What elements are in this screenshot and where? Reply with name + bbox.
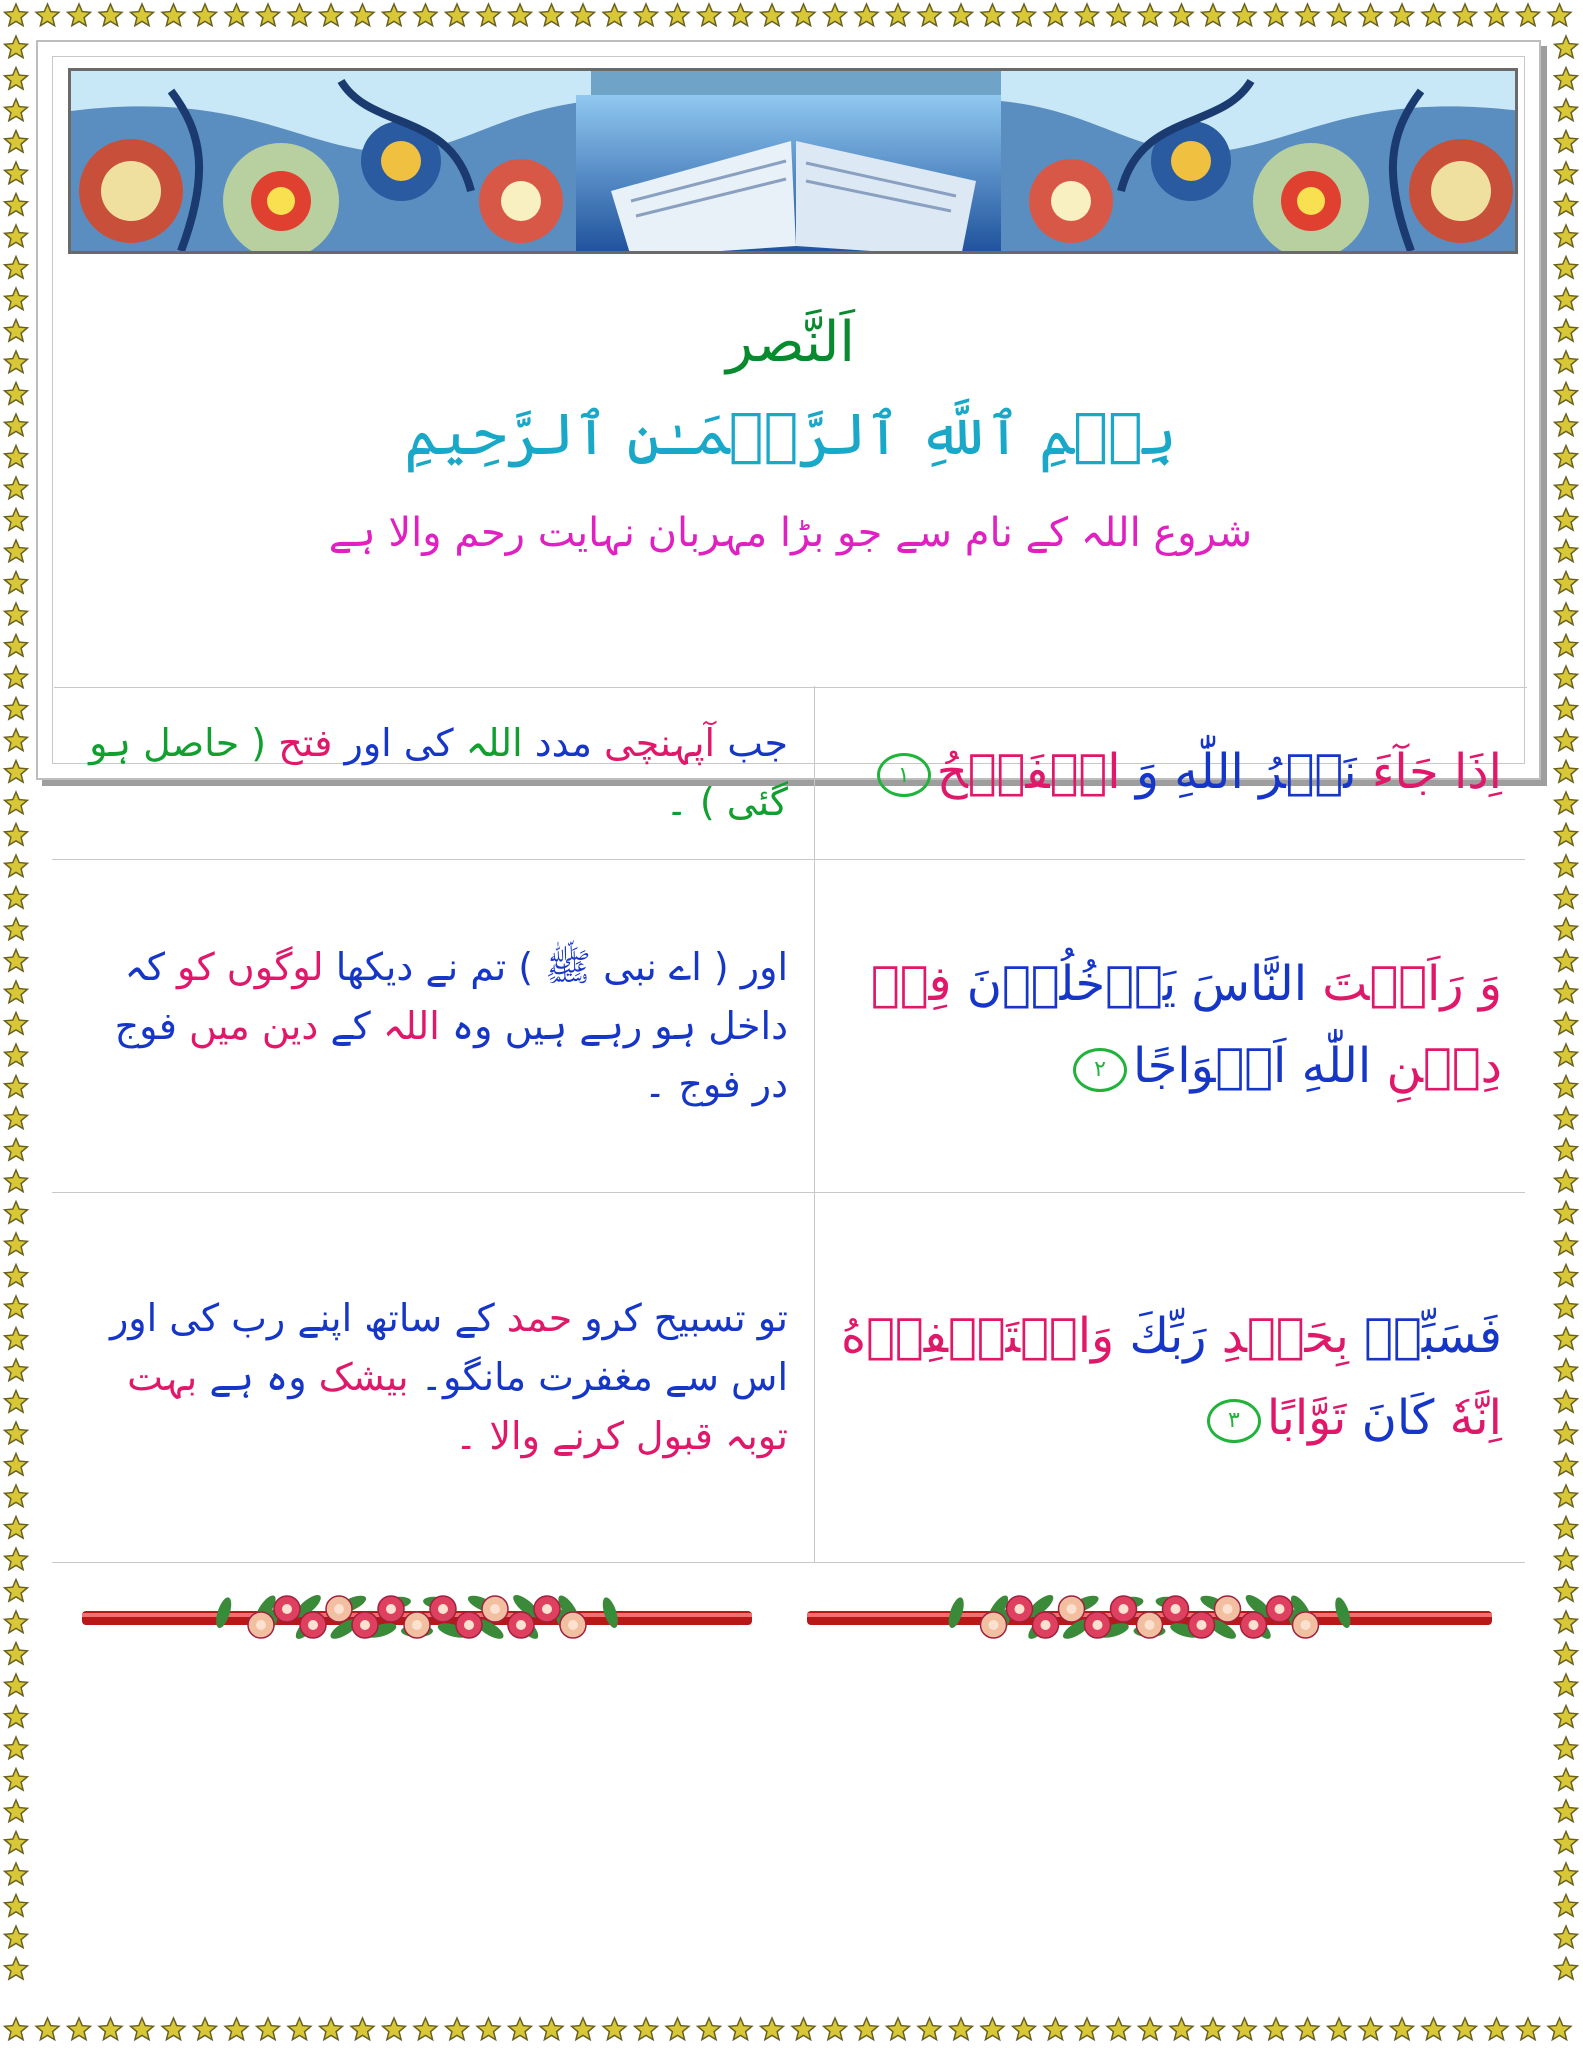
star-icon (1485, 2018, 1508, 2040)
header-banner-image (68, 68, 1518, 254)
star-icon (5, 981, 28, 1003)
star-icon (1555, 131, 1578, 153)
star-icon (477, 2018, 500, 2040)
star-icon (729, 4, 752, 26)
star-icon (5, 1013, 28, 1035)
star-icon (698, 4, 721, 26)
star-icon (824, 4, 847, 26)
arabic-verse-text: النَّاسَ يَدۡخُلُوۡنَ (951, 956, 1308, 1013)
content-panel (36, 40, 1541, 780)
star-icon (131, 4, 154, 26)
star-icon (5, 1737, 28, 1759)
star-icon (1555, 1202, 1578, 1224)
star-icon (351, 4, 374, 26)
star-icon (1555, 99, 1578, 121)
star-icon (887, 2018, 910, 2040)
star-icon (1139, 4, 1162, 26)
star-icon (1555, 540, 1578, 562)
arabic-verse-text: نَصۡرُ اللّٰهِ وَ (1120, 743, 1357, 800)
verse-row (52, 686, 1525, 860)
star-icon (1555, 446, 1578, 468)
star-icon (1555, 981, 1578, 1003)
star-icon (5, 1044, 28, 1066)
star-icon (698, 2018, 721, 2040)
urdu-translation-text: آپہنچی (591, 720, 716, 765)
star-icon (1555, 1580, 1578, 1602)
urdu-translation-text: اللہ (370, 1003, 440, 1048)
urdu-translation-text: مدد (522, 720, 592, 765)
star-icon (1555, 1391, 1578, 1413)
star-icon (1555, 603, 1578, 625)
star-icon (5, 1107, 28, 1129)
urdu-translation-text: فتح (266, 720, 333, 765)
bismillah-translation: شروع اللہ کے نام سے جو بڑا مہربان نہایت رحم والا ہے (328, 510, 1253, 556)
star-icon (5, 1202, 28, 1224)
urdu-translation-text: کی اور (332, 720, 466, 765)
star-icon (5, 288, 28, 310)
bismillah-heading: بِسۡمِ ٱللَّهِ ٱلرَّحۡمَـٰنِ ٱلرَّحِيمِ (404, 400, 1177, 468)
star-icon (1555, 1265, 1578, 1287)
star-icon (414, 4, 437, 26)
star-icon (1555, 792, 1578, 814)
star-icon (1170, 2018, 1193, 2040)
star-icon (5, 1958, 28, 1980)
star-icon (99, 4, 122, 26)
star-icon (36, 4, 59, 26)
star-icon (635, 2018, 658, 2040)
star-icon (446, 4, 469, 26)
star-icon (5, 99, 28, 121)
arabic-verse-text: اِنَّهٗ (1434, 1389, 1502, 1446)
star-icon (477, 4, 500, 26)
arabic-verse-text: رَبِّكَ (1114, 1307, 1207, 1364)
star-icon (1296, 4, 1319, 26)
star-icon (5, 477, 28, 499)
star-icon (1555, 1737, 1578, 1759)
star-icon (603, 4, 626, 26)
star-icon (5, 1359, 28, 1381)
star-icon (194, 4, 217, 26)
star-icon (1555, 698, 1578, 720)
column-divider (814, 686, 815, 859)
ayah-number-marker: ٢ (1073, 1048, 1127, 1092)
urdu-translation-text: فوج در فوج ۔ (114, 1003, 788, 1107)
star-icon (5, 2018, 28, 2040)
star-icon (666, 4, 689, 26)
star-icon (1555, 1643, 1578, 1665)
urdu-translation-text: وہ ہے (197, 1355, 307, 1400)
star-icon (1013, 2018, 1036, 2040)
star-icon (5, 1265, 28, 1287)
arabic-verse-cell (826, 1193, 1516, 1562)
arabic-verse-text: وَاسۡتَغۡفِرۡهُ (840, 1307, 1115, 1364)
star-icon (5, 1170, 28, 1192)
left-floral-tile (71, 71, 591, 254)
star-icon (1076, 2018, 1099, 2040)
star-icon (1555, 1076, 1578, 1098)
star-icon (1233, 2018, 1256, 2040)
star-icon (1555, 1958, 1578, 1980)
urdu-translation-text: حمد (494, 1296, 573, 1341)
star-icon (5, 855, 28, 877)
star-icon (1107, 4, 1130, 26)
star-icon (194, 2018, 217, 2040)
star-icon (5, 1674, 28, 1696)
star-icon (918, 4, 941, 26)
star-icon (1170, 4, 1193, 26)
star-icon (1555, 635, 1578, 657)
star-icon (950, 2018, 973, 2040)
star-icon (761, 4, 784, 26)
star-icon (981, 4, 1004, 26)
garland-ornament (807, 1591, 1492, 1642)
star-icon (1555, 1359, 1578, 1381)
star-icon (950, 4, 973, 26)
star-icon (5, 1517, 28, 1539)
star-icon (1555, 1832, 1578, 1854)
star-icon (1555, 1863, 1578, 1885)
star-icon (1555, 1233, 1578, 1255)
star-icon (5, 1611, 28, 1633)
verse-row (52, 860, 1525, 1193)
star-icon (1555, 68, 1578, 90)
star-icon (1555, 1139, 1578, 1161)
star-icon (5, 1895, 28, 1917)
title-section (54, 270, 1527, 688)
star-icon (1555, 257, 1578, 279)
urdu-translation-text: لوگوں کو (164, 944, 324, 989)
star-icon (257, 2018, 280, 2040)
star-icon (1555, 1296, 1578, 1318)
star-icon (1555, 383, 1578, 405)
star-icon (1359, 2018, 1382, 2040)
star-icon (1555, 288, 1578, 310)
star-icon (5, 1076, 28, 1098)
star-icon (5, 1643, 28, 1665)
star-icon (1555, 1548, 1578, 1570)
star-icon (5, 320, 28, 342)
star-icon (1555, 761, 1578, 783)
star-icon (572, 2018, 595, 2040)
star-icon (572, 4, 595, 26)
star-icon (5, 1328, 28, 1350)
star-icon (1555, 1674, 1578, 1696)
star-icon (5, 1706, 28, 1728)
urdu-translation-text: بیشک (306, 1355, 409, 1400)
ayah-number-marker: ١ (877, 753, 931, 797)
star-icon (99, 2018, 122, 2040)
garland-ornament (82, 1591, 752, 1642)
star-icon (1555, 729, 1578, 751)
star-icon (288, 2018, 311, 2040)
star-icon (5, 1863, 28, 1885)
star-icon (5, 68, 28, 90)
star-icon (225, 4, 248, 26)
star-icon (414, 2018, 437, 2040)
star-icon (729, 2018, 752, 2040)
star-icon (383, 2018, 406, 2040)
urdu-translation-text: بہت توبہ قبول کرنے والا ۔ (127, 1355, 788, 1458)
star-icon (1548, 2018, 1571, 2040)
star-icon (1555, 1611, 1578, 1633)
star-icon (1555, 194, 1578, 216)
star-icon (5, 824, 28, 846)
star-icon (5, 1233, 28, 1255)
star-icon (1422, 2018, 1445, 2040)
star-icon (5, 1832, 28, 1854)
star-icon (792, 4, 815, 26)
star-icon (981, 2018, 1004, 2040)
star-icon (1202, 4, 1225, 26)
star-icon (509, 2018, 532, 2040)
star-icon (1555, 950, 1578, 972)
footer-ornament (52, 1567, 1525, 1675)
star-icon (1548, 4, 1571, 26)
star-icon (5, 4, 28, 26)
urdu-translation-text: اور ( اے نبی ﷺ ) (506, 944, 788, 989)
star-icon (5, 635, 28, 657)
star-icon (824, 2018, 847, 2040)
star-icon (666, 2018, 689, 2040)
star-icon (1391, 4, 1414, 26)
star-icon (5, 1485, 28, 1507)
star-icon (1555, 509, 1578, 531)
star-icon (1265, 4, 1288, 26)
urdu-translation-cell (64, 860, 802, 1192)
star-icon (5, 540, 28, 562)
star-icon (1555, 1107, 1578, 1129)
star-icon (1555, 1706, 1578, 1728)
star-icon (1422, 4, 1445, 26)
star-icon (1555, 1422, 1578, 1444)
star-icon (5, 36, 28, 58)
star-icon (887, 4, 910, 26)
star-icon (540, 4, 563, 26)
star-icon (36, 2018, 59, 2040)
star-icon (1555, 1328, 1578, 1350)
star-icon (1359, 4, 1382, 26)
verse-row (52, 1193, 1525, 1563)
star-icon (1265, 2018, 1288, 2040)
star-icon (1044, 4, 1067, 26)
star-icon (603, 2018, 626, 2040)
star-icon (5, 950, 28, 972)
arabic-verse-text: وَ رَاَيۡتَ (1307, 956, 1502, 1013)
urdu-translation-text: اللہ (465, 720, 523, 765)
star-icon (5, 887, 28, 909)
star-icon (5, 1139, 28, 1161)
quran-book-image (576, 95, 1016, 254)
star-icon (5, 572, 28, 594)
arabic-verse-text: فَسَبِّحۡ (1348, 1307, 1502, 1364)
urdu-translation-text: جب (715, 720, 788, 765)
star-icon (5, 918, 28, 940)
star-icon (1555, 855, 1578, 877)
arabic-verse-text: الۡفَتۡحُ (936, 743, 1121, 800)
star-icon (761, 2018, 784, 2040)
arabic-verse-text: اللّٰهِ اَفۡوَاجًا (1133, 1038, 1372, 1094)
star-icon (257, 4, 280, 26)
star-icon (792, 2018, 815, 2040)
arabic-verse-cell (826, 860, 1516, 1192)
star-icon (1555, 1769, 1578, 1791)
star-icon (5, 1769, 28, 1791)
star-icon (918, 2018, 941, 2040)
star-icon (1107, 2018, 1130, 2040)
star-icon (5, 1926, 28, 1948)
star-icon (1202, 2018, 1225, 2040)
urdu-translation-text: تو تسبیح کرو (572, 1296, 788, 1341)
star-icon (5, 666, 28, 688)
star-icon (1328, 4, 1351, 26)
star-icon (1555, 918, 1578, 940)
star-icon (1454, 2018, 1477, 2040)
star-icon (1555, 1485, 1578, 1507)
star-icon (5, 131, 28, 153)
star-icon (1013, 4, 1036, 26)
star-icon (1555, 887, 1578, 909)
star-icon (68, 2018, 91, 2040)
star-icon (1555, 1800, 1578, 1822)
star-icon (855, 4, 878, 26)
star-icon (5, 1296, 28, 1318)
star-icon (5, 729, 28, 751)
star-icon (1555, 1895, 1578, 1917)
star-icon (1517, 2018, 1540, 2040)
star-icon (1555, 225, 1578, 247)
star-icon (1555, 1170, 1578, 1192)
star-icon (1555, 572, 1578, 594)
star-icon (855, 2018, 878, 2040)
star-icon (1555, 1013, 1578, 1035)
star-icon (5, 1800, 28, 1822)
urdu-translation-text: کہ داخل ہو رہے ہیں وہ (124, 944, 788, 1048)
star-icon (1555, 414, 1578, 436)
star-icon (5, 1548, 28, 1570)
star-icon (5, 761, 28, 783)
star-icon (5, 509, 28, 531)
star-icon (5, 698, 28, 720)
star-icon (5, 1580, 28, 1602)
star-icon (1555, 320, 1578, 342)
urdu-translation-text: دین میں (176, 1003, 319, 1048)
star-icon (1555, 162, 1578, 184)
star-icon (1555, 351, 1578, 373)
star-icon (1555, 477, 1578, 499)
star-icon (383, 4, 406, 26)
flower-garland-divider (52, 1567, 1525, 1675)
arabic-verse-text: كَانَ (1346, 1389, 1435, 1446)
star-icon (5, 257, 28, 279)
ayah-number-marker: ٣ (1207, 1399, 1261, 1443)
urdu-translation-cell (64, 686, 802, 859)
star-icon (162, 4, 185, 26)
arabic-verse-text: فِىۡ دِيۡنِ (870, 956, 1502, 1094)
star-icon (1555, 36, 1578, 58)
urdu-translation-text: ( حاصل ہو گئی ) ۔ (89, 720, 788, 824)
star-icon (162, 2018, 185, 2040)
star-icon (1555, 824, 1578, 846)
star-icon (1076, 4, 1099, 26)
arabic-verse-text: تَوَّابًا (1266, 1389, 1347, 1446)
star-icon (5, 194, 28, 216)
star-icon (1044, 2018, 1067, 2040)
urdu-translation-text: کے ساتھ اپنے رب کی اور اس سے مغفرت مانگو۔ (109, 1296, 788, 1400)
star-icon (5, 1454, 28, 1476)
star-icon (5, 162, 28, 184)
star-icon (351, 2018, 374, 2040)
star-icon (635, 4, 658, 26)
star-icon (1517, 4, 1540, 26)
arabic-verse-text: اِذَا جَآءَ (1356, 743, 1502, 800)
star-icon (5, 383, 28, 405)
star-icon (5, 1391, 28, 1413)
star-icon (1328, 2018, 1351, 2040)
star-icon (509, 4, 532, 26)
urdu-translation-text: کے (318, 1003, 371, 1048)
urdu-translation-cell (64, 1193, 802, 1562)
star-icon (1555, 666, 1578, 688)
star-icon (1555, 1454, 1578, 1476)
star-icon (5, 603, 28, 625)
star-icon (131, 2018, 154, 2040)
star-icon (288, 4, 311, 26)
star-icon (5, 446, 28, 468)
star-icon (1454, 4, 1477, 26)
star-icon (5, 225, 28, 247)
star-icon (225, 2018, 248, 2040)
star-icon (1391, 2018, 1414, 2040)
urdu-translation-text: تم نے دیکھا (323, 944, 507, 989)
column-divider (814, 860, 815, 1192)
column-divider (814, 1193, 815, 1562)
star-icon (5, 1422, 28, 1444)
star-icon (320, 2018, 343, 2040)
star-icon (446, 2018, 469, 2040)
star-icon (5, 414, 28, 436)
star-icon (1555, 1517, 1578, 1539)
star-icon (1555, 1926, 1578, 1948)
star-icon (1296, 2018, 1319, 2040)
surah-title: اَلنَّصر (726, 310, 855, 375)
star-icon (1555, 1044, 1578, 1066)
arabic-verse-text: بِحَمۡدِ (1206, 1307, 1349, 1364)
star-icon (540, 2018, 563, 2040)
star-icon (1485, 4, 1508, 26)
star-icon (5, 792, 28, 814)
star-icon (5, 351, 28, 373)
star-icon (1139, 2018, 1162, 2040)
right-floral-tile (1001, 71, 1518, 254)
star-icon (320, 4, 343, 26)
star-icon (1233, 4, 1256, 26)
arabic-verse-cell (826, 686, 1516, 859)
star-icon (68, 4, 91, 26)
